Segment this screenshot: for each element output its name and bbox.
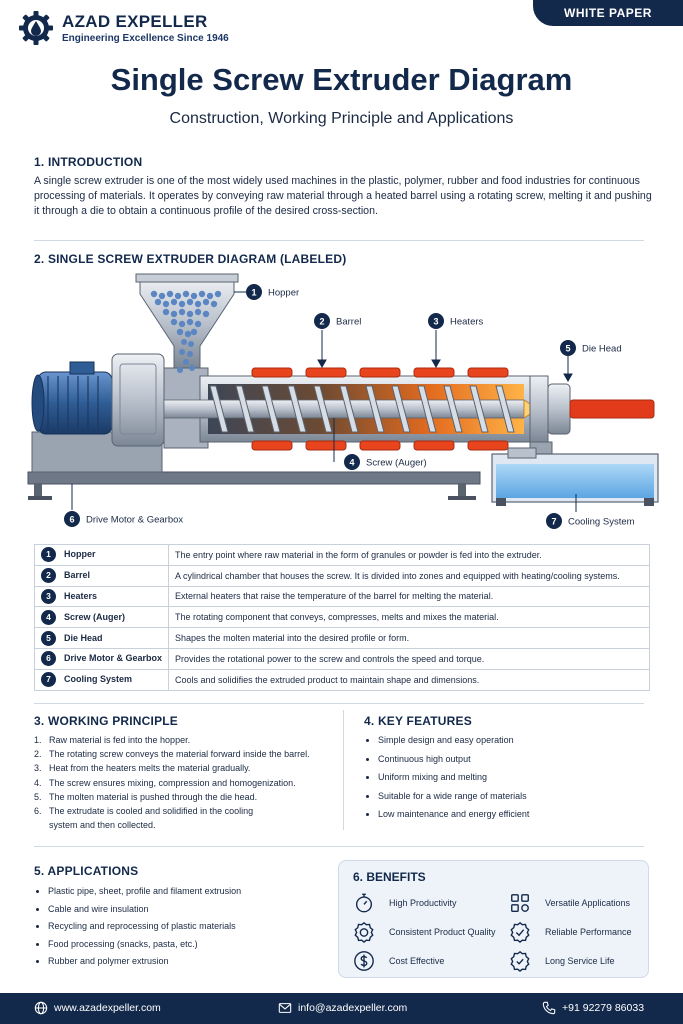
svg-text:Heaters: Heaters — [450, 316, 484, 328]
dollar-icon — [353, 950, 375, 972]
list-item: 6. The extrudate is cooled and solidified in the cooling system and then collected. — [34, 806, 254, 831]
list-item: 1. Raw material is fed into the hopper. — [34, 735, 191, 745]
list-item: 2. The rotating screw conveys the material forward inside the barrel. — [34, 749, 310, 760]
part-name: Drive Motor & Gearbox — [64, 653, 163, 664]
svg-text:2: 2 — [319, 316, 325, 327]
part-name: Barrel — [64, 570, 91, 581]
parts-table — [34, 544, 650, 691]
list-item: Rubber and polymer extrusion — [36, 956, 326, 974]
callout-die-head — [560, 340, 622, 356]
row-number-badge: 6 — [41, 651, 56, 666]
part-description: A cylindrical chamber that houses the screw. It is divided into zones and equipped with heating/cooling systems. — [169, 565, 650, 586]
list-item: 3. Heat from the heaters melts the material gradually. — [34, 763, 251, 774]
table-row — [35, 545, 650, 566]
callout-hopper — [246, 284, 299, 300]
page-subtitle: Construction, Working Principle and Applications — [169, 110, 514, 127]
svg-text:Hopper: Hopper — [268, 287, 300, 299]
svg-text:Die Head: Die Head — [582, 343, 622, 355]
table-row — [35, 565, 650, 586]
list-item: 5. The molten material is pushed through the die head. — [34, 791, 258, 802]
row-number-badge: 3 — [41, 589, 56, 604]
callout-screw — [344, 454, 427, 470]
list-item: Low maintenance and energy efficient — [366, 809, 646, 828]
row-number-badge: 4 — [41, 610, 56, 625]
row-number-badge: 5 — [41, 631, 56, 646]
part-name: Screw (Auger) — [64, 611, 126, 622]
part-name: Die Head — [64, 632, 103, 643]
divider — [34, 240, 644, 241]
list-item: Cable and wire insulation — [36, 904, 326, 922]
callout-drive-motor — [64, 511, 183, 527]
part-name: Hopper — [64, 549, 96, 560]
divider — [34, 846, 644, 847]
svg-text:1: 1 — [251, 287, 257, 298]
list-item: Simple design and easy operation — [366, 735, 646, 754]
svg-text:7: 7 — [551, 516, 557, 527]
table-row — [35, 648, 650, 669]
applications-list — [36, 886, 326, 974]
svg-text:5: 5 — [565, 343, 571, 354]
part-description: The entry point where raw material in the form of granules or powder is fed into the extruder. — [169, 545, 650, 566]
phone-icon — [542, 1001, 556, 1015]
gear-logo-icon — [18, 10, 54, 46]
benefits-heading: 6. BENEFITS — [353, 870, 426, 884]
table-row — [35, 586, 650, 607]
callout-heaters — [428, 313, 484, 329]
part-description: Provides the rotational power to the screw and controls the speed and torque. — [169, 648, 650, 669]
svg-text:3: 3 — [433, 316, 439, 327]
list-item: 4. The screw ensures mixing, compression and homogenization. — [34, 777, 296, 788]
divider — [34, 703, 644, 704]
quality-badge-icon — [353, 921, 375, 943]
part-description: Cools and solidifies the extruded product to maintain shape and dimensions. — [175, 674, 480, 685]
brand-tagline: Engineering Excellence Since 1946 — [62, 33, 229, 44]
svg-text:Drive Motor & Gearbox: Drive Motor & Gearbox — [86, 514, 184, 526]
key-features-list — [366, 735, 646, 828]
list-item: Recycling and reprocessing of plastic materials — [36, 921, 326, 939]
key-features-heading: 4. KEY FEATURES — [364, 714, 472, 728]
shield-check-icon — [509, 950, 531, 972]
grid-tools-icon — [509, 892, 531, 914]
part-description: External heaters that raise the temperature of the barrel for melting the material. — [169, 586, 650, 607]
svg-text:Screw (Auger): Screw (Auger) — [366, 457, 427, 469]
table-row — [35, 669, 650, 690]
working-principle-heading: 3. WORKING PRINCIPLE — [34, 714, 179, 728]
svg-text:Barrel: Barrel — [336, 316, 362, 328]
svg-text:6: 6 — [69, 514, 75, 525]
check-badge-icon — [509, 921, 531, 943]
part-description: Shapes the molten material into the desired profile or form. — [169, 628, 650, 649]
page-title: Single Screw Extruder Diagram — [110, 62, 573, 97]
part-name: Heaters — [64, 590, 98, 601]
row-number-badge: 7 — [41, 672, 56, 687]
working-steps-list — [34, 733, 324, 832]
intro-heading: 1. INTRODUCTION — [34, 155, 143, 169]
row-number-badge: 1 — [41, 547, 56, 562]
callout-barrel — [314, 313, 361, 329]
applications-heading: 5. APPLICATIONS — [34, 864, 139, 878]
list-item: Plastic pipe, sheet, profile and filament extrusion — [36, 886, 326, 904]
list-item: Uniform mixing and melting — [366, 772, 646, 791]
extruder-diagram — [24, 272, 664, 534]
intro-text: A single screw extruder is one of the most widely used machines in the plastic, polymer, rubber and food industries for continuous processing of materials. It operates by conveying raw material through a heated barrel using a rotating screw, melting it and pushing it through a die to obtain a continuous profile of the desired cross-section. — [34, 175, 652, 217]
table-row — [35, 628, 650, 649]
callout-cooling-system — [546, 513, 635, 529]
brand-name: AZAD EXPELLER — [62, 12, 208, 31]
list-item: Suitable for a wide range of materials — [366, 791, 646, 810]
page-footer: www.azadexpeller.com info@azadexpeller.com +91 92279 86033 — [0, 993, 683, 1024]
white-paper-badge: WHITE PAPER — [533, 0, 683, 26]
envelope-icon — [278, 1001, 292, 1015]
list-item: Food processing (snacks, pasta, etc.) — [36, 939, 326, 957]
stopwatch-icon — [353, 892, 375, 914]
row-number-badge: 2 — [41, 568, 56, 583]
globe-icon — [34, 1001, 48, 1015]
list-item: Continuous high output — [366, 754, 646, 773]
diagram-heading: 2. SINGLE SCREW EXTRUDER DIAGRAM (LABELED) — [34, 252, 347, 266]
svg-text:Cooling System: Cooling System — [568, 516, 635, 528]
benefits-panel: 6. BENEFITS High Productivity Versatile Applications Consistent Product Quality Reliable Performance Cost Effective Long Service Life — [338, 860, 649, 978]
page-header — [0, 0, 683, 52]
svg-text:4: 4 — [349, 457, 355, 468]
table-row — [35, 607, 650, 628]
part-name: Cooling System — [64, 674, 133, 685]
part-description: The rotating component that conveys, compresses, melts and mixes the material. — [169, 607, 650, 628]
column-divider — [343, 710, 344, 830]
